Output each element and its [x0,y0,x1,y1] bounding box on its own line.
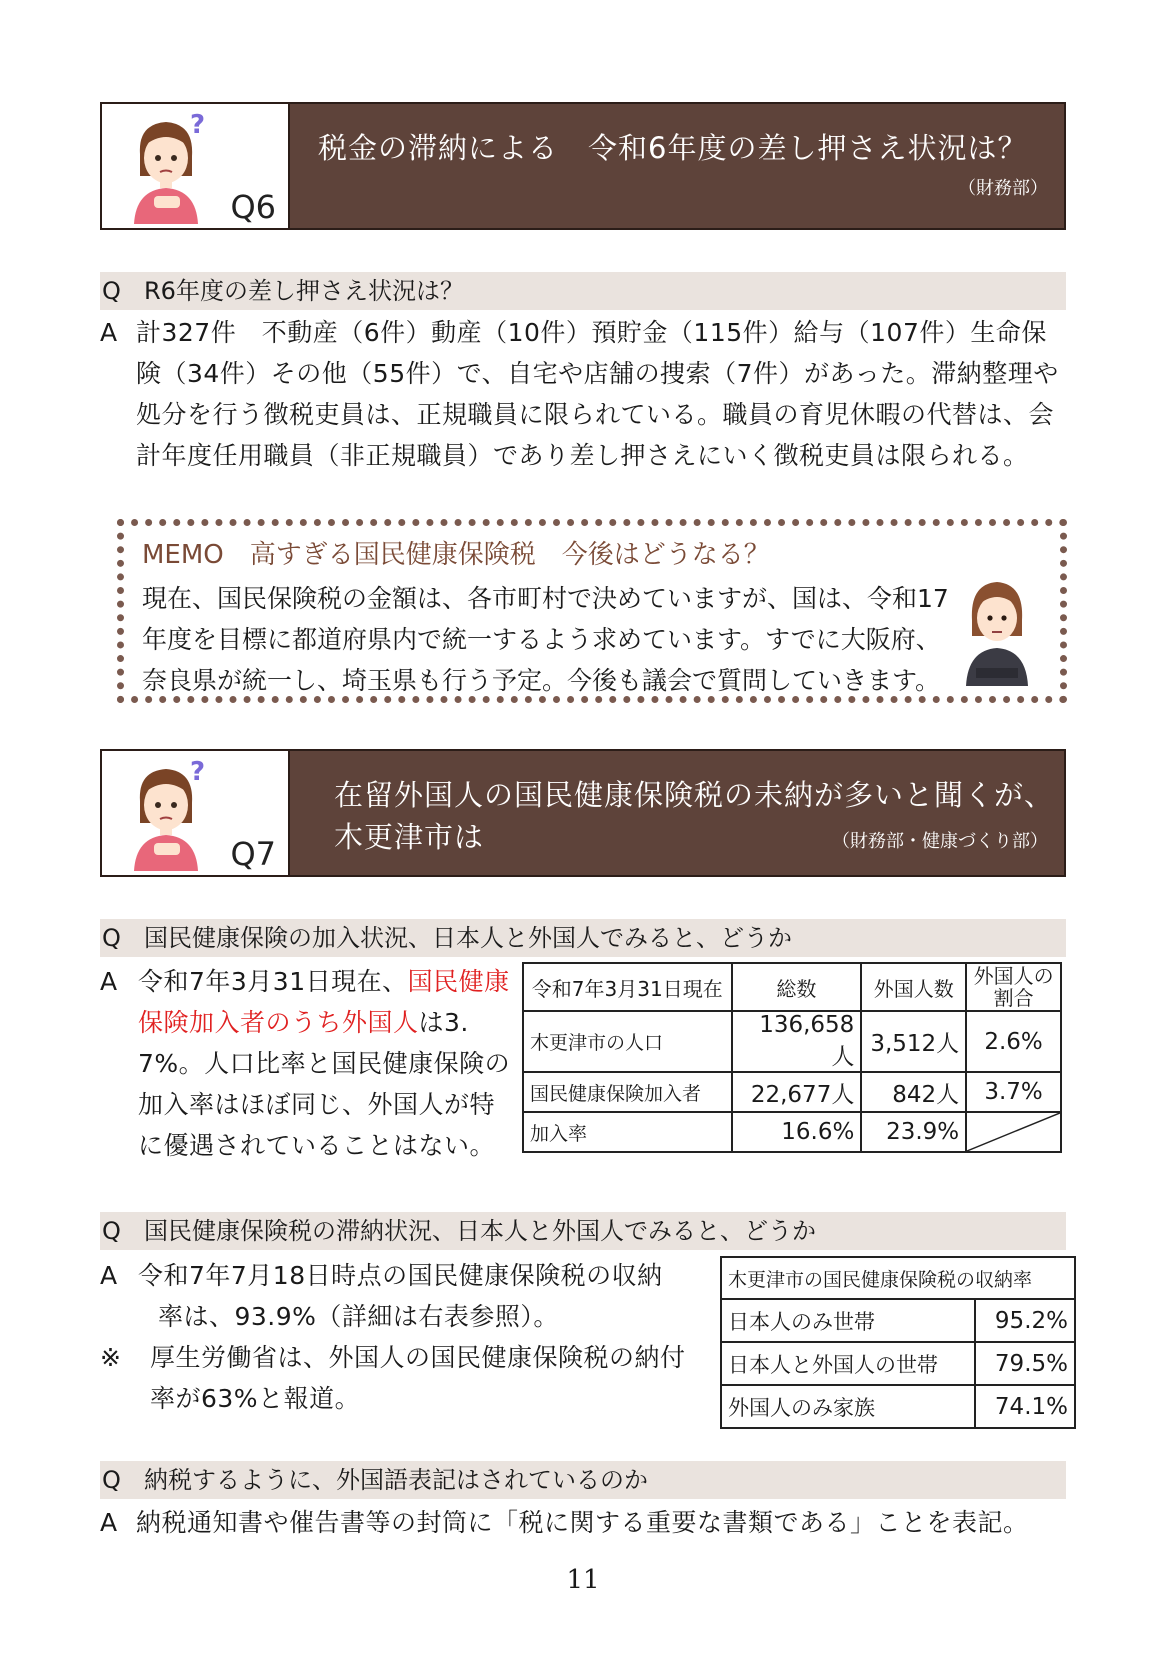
table-cell: 日本人のみ世帯 [721,1299,975,1342]
table-row [523,1112,1061,1152]
q7-sub3-answer: 納税通知書や催告書等の封筒に「税に関する重要な書類である」ことを表記。 [136,1508,1029,1537]
q6-answer-block [100,312,1066,476]
table-header-cell: 令和7年3月31日現在 [523,963,732,1011]
q6-dept: （財務部） [958,178,1048,199]
q7-dept: （財務部・健康づくり部） [832,831,1048,852]
a-label: A [100,318,118,347]
q6-number: Q6 [230,188,276,226]
q7-sub1-question-bar [100,919,1066,957]
table-cell: 外国人のみ家族 [721,1385,975,1428]
table-cell: 木更津市の人口 [523,1011,732,1072]
table-cell: 国民健康保険加入者 [523,1072,732,1112]
table-cell: 842人 [861,1072,966,1112]
q7-sub2-question: 国民健康保険税の滞納状況、日本人と外国人でみると、どうか [144,1217,816,1245]
diagonal-slash-icon [967,1113,1060,1151]
q7-title-line2: 木更津市は [334,820,485,854]
memo-body: 現在、国民保険税の金額は、各市町村で決めていますが、国は、令和17年度を目標に都道府県内で統一するよう求めています。すでに大阪府、奈良県が統一し、埼玉県も行う予定。今後も議会で質問していきます。 [142,584,949,695]
q7-number: Q7 [230,835,276,873]
a-label: A [100,967,118,996]
table-cell: 136,658人 [732,1011,862,1072]
q7-avatar-panel [102,751,290,875]
table-cell: 日本人と外国人の世帯 [721,1342,975,1385]
q6-title: 税金の滞納による 令和6年度の差し押さえ状況は？ [318,131,1028,165]
q6-question-bar [100,272,1066,310]
q7-collection-rate-table [720,1256,1076,1429]
q7-header-box [100,749,1066,877]
table-cell: 加入率 [523,1112,732,1152]
table-cell: 79.5% [975,1342,1075,1385]
q-label: Q [102,1466,121,1494]
a-label: A [100,1261,118,1290]
q7-sub1-answer-post: は3.7%。人口比率と国民健康保険の加入率はほぼ同じ、外国人が特に優遇されていることはない。 [138,1008,511,1160]
q7-sub3-answer-block [100,1502,1066,1543]
table-header-cell: 外国人の割合 [966,963,1061,1011]
q7-sub1-answer-highlight: 国民健康保険加入者のうち外国人 [138,967,510,1037]
q7-sub1-answer-block [100,961,520,1166]
table-row [523,1011,1061,1072]
q-label: Q [102,924,121,952]
q7-sub1-answer-pre: 令和7年3月31日現在、 [138,967,408,996]
table-header-cell: 外国人数 [861,963,966,1011]
q7-sub1-question: 国民健康保険の加入状況、日本人と外国人でみると、どうか [144,924,792,952]
question-mark-icon: ? [190,757,206,787]
q7-title-panel [290,751,1064,875]
q-label: Q [102,1217,121,1245]
note-mark: ※ [100,1343,122,1372]
table-cell: 22,677人 [732,1072,862,1112]
q6-header-box [100,102,1066,230]
q7-sub2-answer-text1: 令和7年7月18日時点の国民健康保険税の収納 [138,1261,663,1290]
table-title: 木更津市の国民健康保険税の収納率 [721,1257,1075,1299]
table-cell: 2.6% [966,1011,1061,1072]
table-cell: 23.9% [861,1112,966,1152]
q6-answer: 計327件 不動産（6件）動産（10件）預貯金（115件）給与（107件）生命保険（34件）その他（55件）で、自宅や店舗の捜索（7件）があった。滞納整理や処分を行う徴税吏員は、正規職員に限られている。職員の育児休暇の代替は、会計年度任用職員（非正規職員）であり差し押さえにいく徴税吏員は限られる。 [136,318,1059,470]
q7-sub2-answer-line1 [100,1255,710,1296]
q7-enrollment-table [522,962,1062,1153]
memo-box [117,519,1067,703]
table-cell: 3,512人 [861,1011,966,1072]
table-cell-empty [966,1112,1061,1152]
table-title-row [721,1257,1075,1299]
table-cell: 16.6% [732,1112,862,1152]
table-row [721,1385,1075,1428]
table-row [721,1299,1075,1342]
page-number: 11 [566,1565,600,1595]
table-header-cell: 総数 [732,963,862,1011]
woman-arms-crossed-icon [962,576,1032,686]
q7-sub2-note-line2: 率が63%と報道。 [150,1384,361,1413]
q7-sub2-note-line1 [100,1337,710,1378]
a-label: A [100,1508,118,1537]
q7-sub2-answer-line2: 率は、93.9%（詳細は右表参照）。 [158,1302,559,1331]
table-cell: 3.7% [966,1072,1061,1112]
table-cell: 95.2% [975,1299,1075,1342]
memo-title: MEMO 高すぎる国民健康保険税 今後はどうなる？ [142,540,770,570]
q6-question: R6年度の差し押さえ状況は？ [144,277,464,305]
q7-title-line1: 在留外国人の国民健康保険税の未納が多いと聞くが、 [334,778,1055,812]
table-cell: 74.1% [975,1385,1075,1428]
q7-sub3-question: 納税するように、外国語表記はされているのか [144,1466,648,1494]
q7-sub2-question-bar [100,1212,1066,1250]
q6-avatar-panel [102,104,290,228]
table-row [721,1342,1075,1385]
table-row [523,1072,1061,1112]
question-mark-icon: ? [190,110,206,140]
q-label: Q [102,277,121,305]
q7-sub1-answer [138,961,520,1166]
q7-sub3-question-bar [100,1461,1066,1499]
q7-sub2-note-text1: 厚生労働省は、外国人の国民健康保険税の納付 [150,1343,686,1372]
q6-title-panel [290,104,1064,228]
table-header-row [523,963,1061,1011]
q7-sub2-answer-block [100,1255,710,1419]
